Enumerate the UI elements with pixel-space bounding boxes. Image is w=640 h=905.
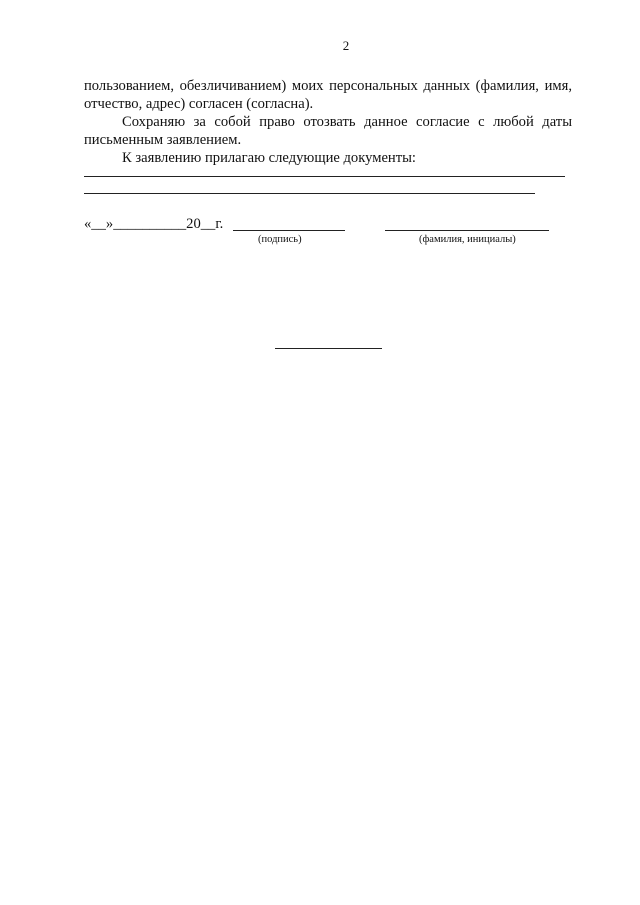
attachments-fill-line-1 <box>84 176 565 177</box>
attachments-fill-line-2 <box>84 193 535 194</box>
name-initials-line <box>385 230 549 231</box>
signature-line-right <box>301 230 345 231</box>
date-field: «__»__________20__г. <box>84 216 224 232</box>
attachments-paragraph: К заявлению прилагаю следующие документы: <box>122 150 416 166</box>
document-body <box>84 77 572 167</box>
name-initials-caption: (фамилия, инициалы) <box>419 234 516 245</box>
consent-paragraph: пользованием, обезличиванием) моих персональных данных (фамилия, имя, отчество, адрес) согласен (согласна). <box>84 78 572 112</box>
signature-caption: (подпись) <box>258 234 302 245</box>
withdrawal-paragraph: Сохраняю за собой право отозвать данное согласие с любой даты письменным заявлением. <box>84 114 572 148</box>
end-of-document-rule <box>275 348 382 349</box>
page-number: 2 <box>342 38 350 53</box>
signature-row <box>84 216 564 236</box>
signature-line-left <box>233 230 301 231</box>
